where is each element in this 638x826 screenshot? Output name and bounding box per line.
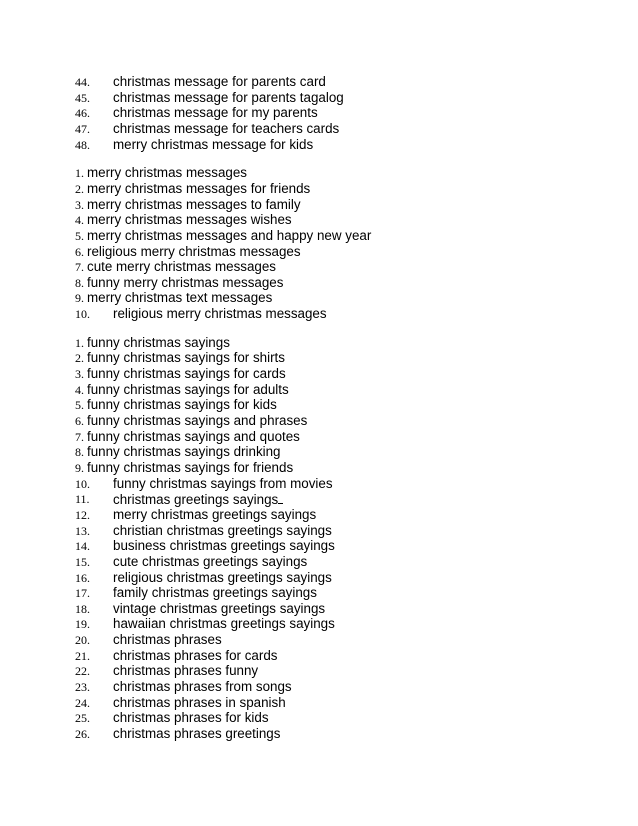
- list-item-text: merry christmas messages for friends: [87, 180, 311, 196]
- list-item-text: merry christmas messages to family: [87, 196, 301, 212]
- list-item-number: 11.: [75, 492, 90, 507]
- list-item-text: funny christmas sayings for cards: [87, 366, 286, 381]
- list-item-number: 19.: [75, 617, 90, 632]
- list-item-number: 23.: [75, 680, 90, 694]
- list-item-number: 7.: [75, 260, 84, 275]
- list-item-text: funny christmas sayings from movies: [113, 475, 333, 491]
- list-item-number: 24.: [75, 695, 90, 710]
- list-item-number: 22.: [75, 664, 90, 679]
- list-item-number: 12.: [75, 507, 90, 522]
- list-item-text: funny christmas sayings for kids: [87, 397, 277, 413]
- list-item-number: 20.: [75, 633, 90, 648]
- list-item-number: 44.: [75, 75, 90, 89]
- list-item-text: christmas phrases: [113, 632, 222, 648]
- list-item-number: 3.: [75, 197, 84, 212]
- list-item-number: 18.: [75, 601, 90, 616]
- list-item-number: 10.: [75, 476, 90, 491]
- list-item-text: christmas phrases in spanish: [113, 694, 286, 710]
- list-item-text: christian christmas greetings sayings: [113, 522, 332, 538]
- list-item-number: 8.: [75, 275, 84, 290]
- list-item-text: vintage christmas greetings sayings: [113, 600, 326, 616]
- list-item-text: cute christmas greetings sayings: [113, 553, 308, 569]
- list-item-number: 13.: [75, 523, 90, 538]
- list-item-number: 25.: [75, 711, 90, 726]
- list-item-text: family christmas greetings sayings: [113, 585, 317, 601]
- list-item-number: 9.: [75, 291, 84, 306]
- list-item-text: christmas phrases funny: [113, 663, 259, 679]
- list-item-text: christmas phrases for cards: [113, 647, 278, 663]
- list-item-number: 47.: [75, 122, 90, 136]
- list-item-text: merry christmas text messages: [87, 290, 273, 306]
- list-item-text: religious christmas greetings sayings: [113, 569, 332, 585]
- list-item-number: 6.: [75, 244, 84, 259]
- list-item-number: 46.: [75, 106, 90, 121]
- list-item-number: 45.: [75, 90, 90, 105]
- list-item-number: 6.: [75, 414, 84, 428]
- list-item-number: 17.: [75, 586, 90, 601]
- list-item-number: 2.: [75, 351, 84, 366]
- list-item-number: 4.: [75, 382, 84, 397]
- list-item-text: cute merry christmas messages: [87, 259, 277, 275]
- list-item-number: 1.: [75, 166, 84, 181]
- list-item-text: merry christmas messages: [87, 165, 247, 181]
- list-item-text: christmas phrases greetings: [113, 726, 281, 741]
- list-item-text: christmas greetings sayings: [113, 491, 283, 508]
- list-item-number: 2.: [75, 181, 84, 196]
- list-item-text: religious merry christmas messages: [87, 243, 301, 259]
- list-item-text: merry christmas messages and happy new year: [87, 227, 372, 243]
- list-item-text: funny christmas sayings drinking: [87, 444, 281, 460]
- list-item-number: 5.: [75, 398, 84, 413]
- list-item-text: religious merry christmas messages: [113, 306, 327, 322]
- list-item-text: business christmas greetings sayings: [113, 538, 335, 554]
- list-item-number: 9.: [75, 460, 84, 475]
- list-item-number: 16.: [75, 570, 90, 585]
- list-item-text: christmas phrases for kids: [113, 710, 269, 726]
- trailing-underline: [278, 491, 283, 504]
- list-item-text: merry christmas message for kids: [113, 136, 314, 152]
- list-item-text: merry christmas greetings sayings: [113, 506, 317, 522]
- list-item-number: 26.: [75, 727, 90, 741]
- list-item-text: hawaiian christmas greetings sayings: [113, 616, 335, 632]
- list-item-number: 5.: [75, 228, 84, 243]
- list-item-text: christmas message for parents tagalog: [113, 89, 344, 105]
- list-item-text: funny christmas sayings and quotes: [87, 428, 300, 444]
- list-item-number: 7.: [75, 429, 84, 444]
- list-item-number: 21.: [75, 648, 90, 663]
- list-item-text: funny christmas sayings for friends: [87, 459, 294, 475]
- list-item-text: funny christmas sayings for adults: [87, 381, 289, 397]
- list-item-text: christmas message for teachers cards: [113, 121, 340, 136]
- list-item-text: funny christmas sayings: [87, 334, 230, 350]
- list-item-text: christmas message for my parents: [113, 105, 318, 121]
- list-item-number: 4.: [75, 213, 84, 228]
- list-item-text: funny merry christmas messages: [87, 274, 284, 290]
- list-item-number: 1.: [75, 335, 84, 350]
- list-item-text: funny christmas sayings for shirts: [87, 350, 285, 366]
- list-item-number: 3.: [75, 367, 84, 381]
- list-item-text: merry christmas messages wishes: [87, 212, 292, 228]
- list-item-text: funny christmas sayings and phrases: [87, 413, 308, 428]
- list-item-number: 10.: [75, 307, 90, 322]
- list-item-text: christmas phrases from songs: [113, 679, 292, 694]
- list-item-text: christmas message for parents card: [113, 74, 326, 89]
- list-item-number: 14.: [75, 539, 90, 554]
- list-item-number: 15.: [75, 554, 90, 569]
- list-item-number: 48.: [75, 137, 90, 152]
- list-item-number: 8.: [75, 445, 84, 460]
